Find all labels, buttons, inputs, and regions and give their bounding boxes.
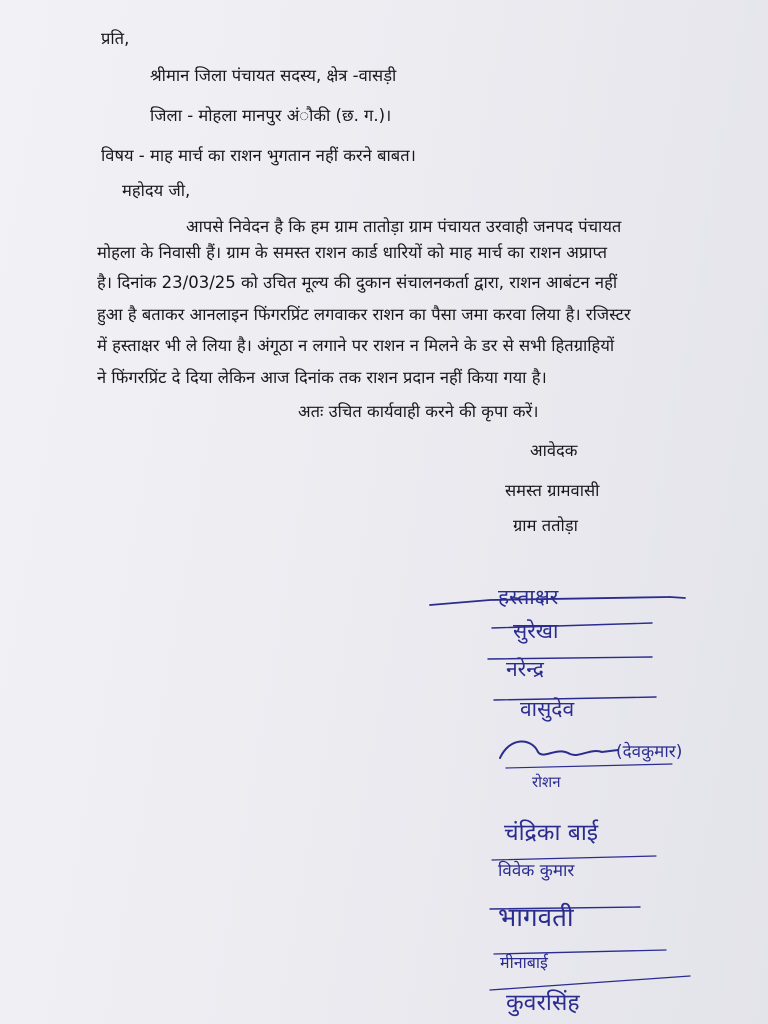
- body-line-5: में हस्ताक्षर भी ले लिया है। अंगूठा न लगाने पर राशन न मिलने के डर से सभी हितग्राहियों: [97, 336, 615, 355]
- signature-line-10: [490, 976, 690, 990]
- signature-line-7: [492, 856, 656, 860]
- prati-label: प्रति,: [101, 29, 130, 48]
- signature-3: वासुदेव: [520, 697, 575, 721]
- body-line-2: मोहला के निवासी हैं। ग्राम के समस्त राशन कार्ड धारियों को माह मार्च का राशन अप्राप्त: [97, 243, 608, 262]
- subject-line: विषय - माह मार्च का राशन भुगतान नहीं करने बाबत।: [101, 146, 416, 165]
- signature-2: नरेन्द्र: [506, 657, 544, 681]
- applicant-label: आवेदक: [530, 441, 578, 460]
- signature-header-dash: [670, 597, 685, 598]
- applicant-village: ग्राम ततोड़ा: [513, 516, 578, 535]
- body-line-6: ने फिंगरप्रिंट दे दिया लेकिन आज दिनांक तक राशन प्रदान नहीं किया गया है।: [97, 368, 547, 387]
- signature-line-3: [494, 697, 656, 700]
- signature-5: रोशन: [532, 773, 561, 791]
- signature-line-5: [506, 764, 672, 768]
- body-line-1: आपसे निवेदन है कि हम ग्राम तातोड़ा ग्राम पंचायत उरवाही जनपद पंचायत: [186, 217, 622, 236]
- signature-1: सुरेखा: [513, 619, 559, 643]
- signature-line-9: [494, 950, 666, 954]
- signature-block: [420, 570, 750, 1024]
- signature-9: मीनाबाई: [500, 953, 548, 972]
- closing-request: अतः उचित कार्यवाही करने की कृपा करें।: [298, 402, 539, 421]
- signature-header: हस्ताक्षर: [498, 585, 559, 609]
- signature-10: कुवरसिंह: [506, 990, 580, 1016]
- body-line-4: हुआ है बताकर आनलाइन फिंगरप्रिंट लगवाकर राशन का पैसा जमा करवा लिया है। रजिस्टर: [97, 305, 631, 324]
- addressee-line-2: जिला - मोहला मानपुर अं◌ौकी (छ. ग.)।: [150, 106, 392, 125]
- signature-4-scribble: [500, 741, 618, 758]
- addressee-line-1: श्रीमान जिला पंचायत सदस्य, क्षेत्र -वासड़ी: [150, 66, 397, 85]
- signature-8: भागवती: [498, 903, 574, 933]
- signature-4: (देवकुमार): [616, 742, 683, 762]
- applicant-name: समस्त ग्रामवासी: [505, 481, 600, 500]
- salutation: महोदय जी,: [122, 181, 191, 200]
- body-line-3: है। दिनांक 23/03/25 को उचित मूल्य की दुकान संचालनकर्ता द्वारा, राशन आबंटन नहीं: [97, 273, 618, 292]
- signature-6: चंद्रिका बाई: [504, 820, 599, 846]
- signature-7: विवेक कुमार: [498, 861, 575, 881]
